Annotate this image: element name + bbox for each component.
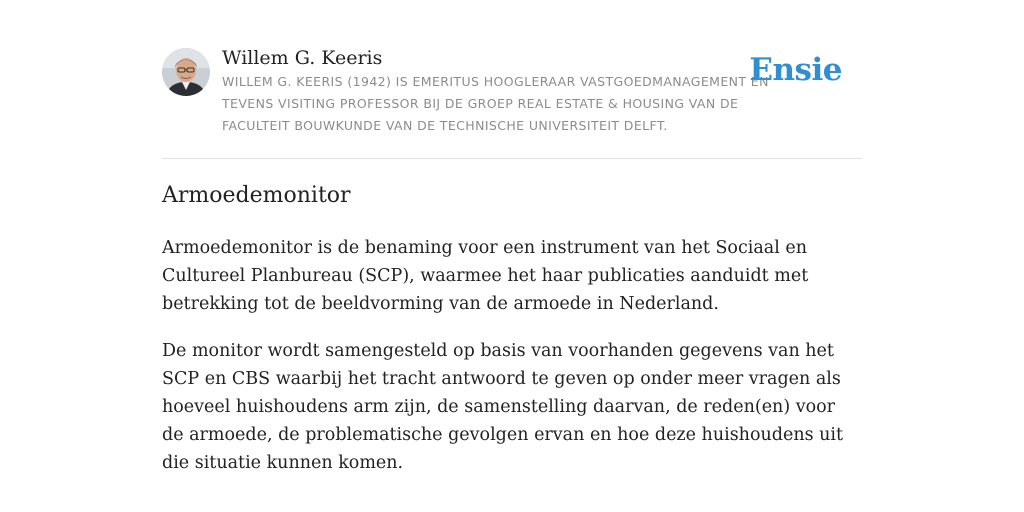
ensie-logo[interactable]: Ensie — [749, 52, 842, 88]
author-bio: WILLEM G. KEERIS (1942) IS EMERITUS HOOGLERAAR VASTGOEDMANAGEMENT EN TEVENS VISITING PROFESSOR BIJ DE GROEP REAL ESTATE & HOUSING VAN DE FACULTEIT BOUWKUNDE VAN DE TECHNISCHE UNIVERSITEIT DELFT. — [222, 74, 769, 133]
article-title: Armoedemonitor — [162, 183, 351, 208]
article-paragraph: De monitor wordt samengesteld op basis van voorhanden gegevens van het SCP en CBS waarbij het tracht antwoord te geven op onder meer vragen als hoeveel huishoudens arm zijn, de samenstelling daarvan, de reden(en) voor de armoede, de problematische gevolgen ervan en hoe deze huishoudens uit die situatie kunnen komen. — [162, 341, 844, 473]
author-header — [162, 46, 862, 159]
author-avatar[interactable] — [162, 48, 210, 96]
avatar-portrait-icon — [162, 48, 210, 96]
article-paragraph: Armoedemonitor is de benaming voor een instrument van het Sociaal en Cultureel Planbureau (SCP), waarmee het haar publicaties aanduidt met betrekking tot de beeldvorming van de armoede in Nederland. — [162, 238, 809, 314]
article-body — [162, 234, 862, 496]
author-name[interactable]: Willem G. Keeris — [222, 47, 383, 69]
